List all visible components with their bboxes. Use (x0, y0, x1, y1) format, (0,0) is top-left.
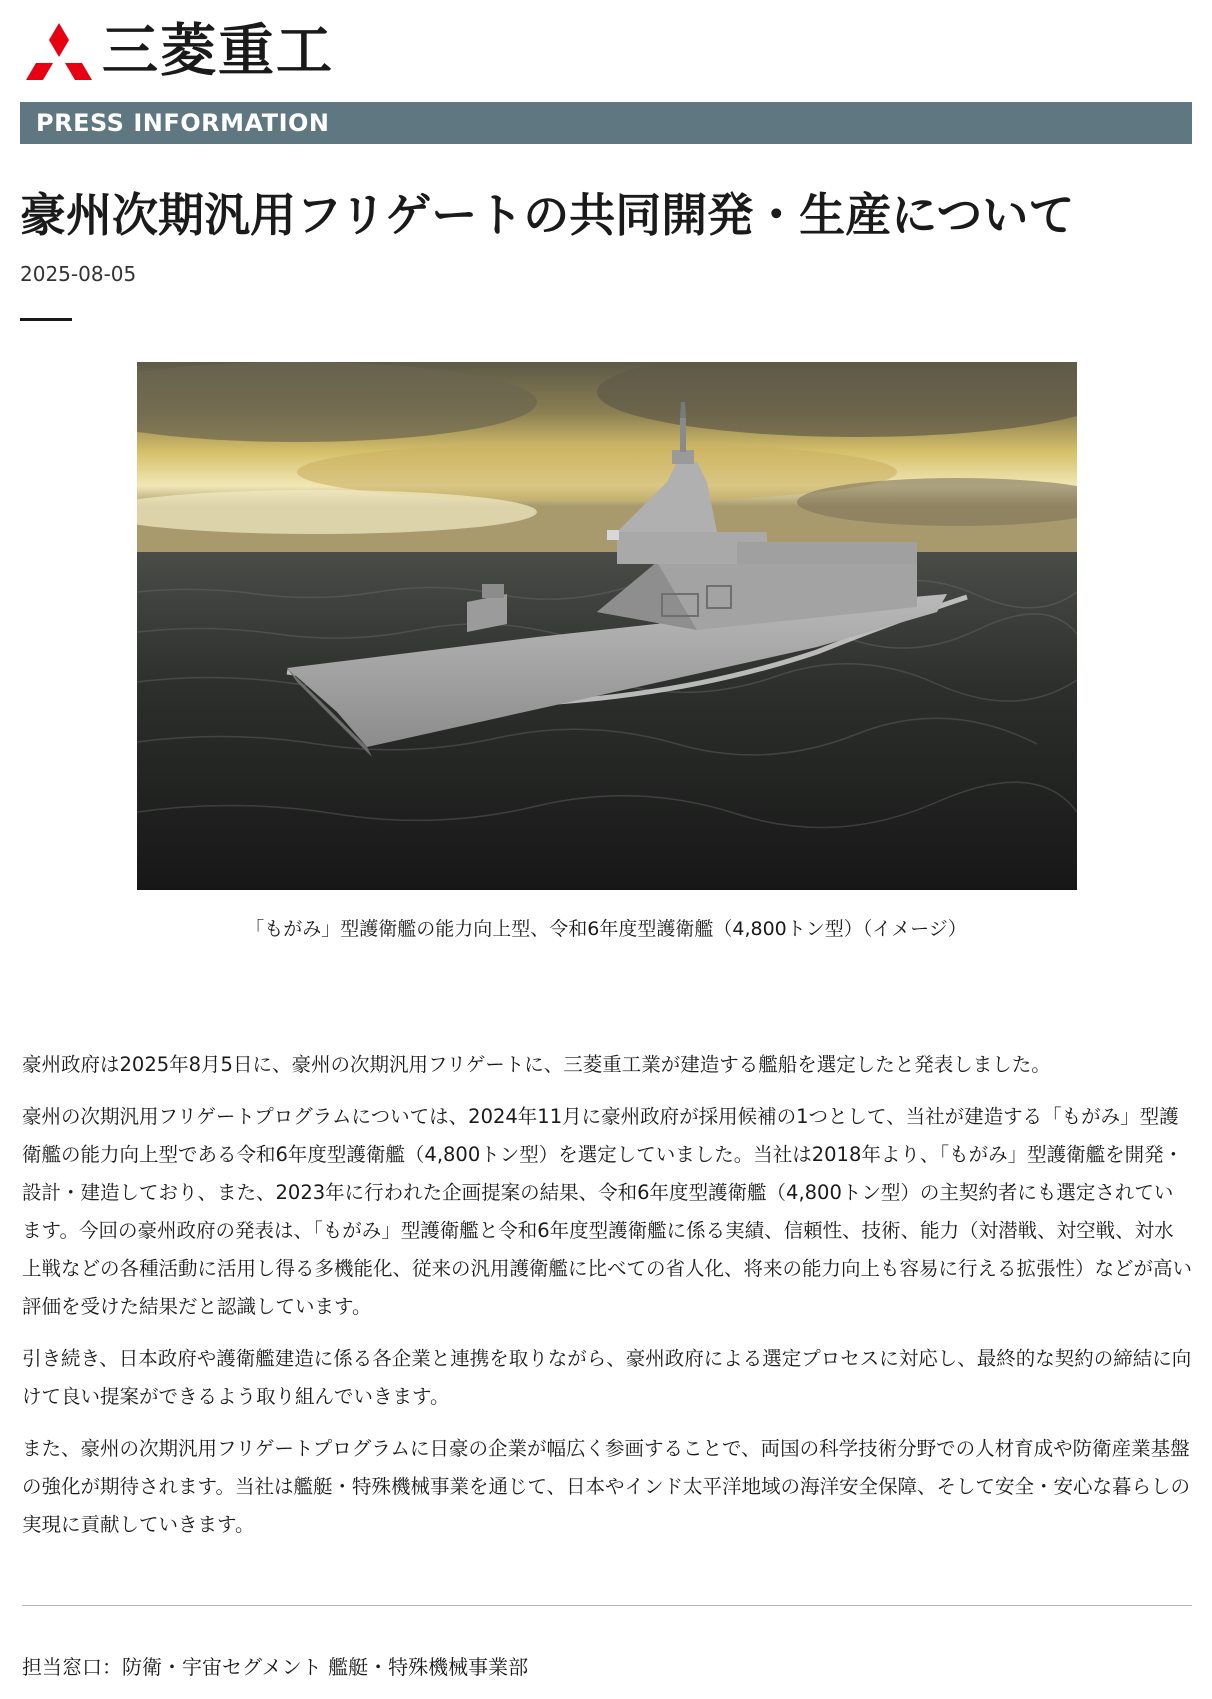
title-divider (20, 318, 72, 321)
press-information-banner: PRESS INFORMATION (20, 102, 1192, 144)
paragraph: 豪州政府は2025年8月5日に、豪州の次期汎用フリゲートに、三菱重工業が建造する艦船を選定したと発表しました。 (22, 1053, 1051, 1076)
article-body (22, 1046, 1192, 1558)
paragraph: 豪州の次期汎用フリゲートプログラムについては、2024年11月に豪州政府が採用候補の1つとして、当社が建造する「もがみ」型護衛艦の能力向上型である令和6年度型護衛艦（4,800トン型）を選定していました。当社は2018年より、「もがみ」型護衛艦を開発・設計・建造しており、また、2023年に行われた企画提案の結果、令和6年度型護衛艦（4,800トン型）の主契約者にも選定されています。今回の豪州政府の発表は、「もがみ」型護衛艦と令和6年度型護衛艦に係る実績、信頼性、技術、能力（対潜戦、対空戦、対水上戦などの各種活動に活用し得る多機能化、従来の汎用護衛艦に比べての省人化、将来の能力向上も容易に行える拡張性）などが高い評価を受けた結果だと認識しています。 (22, 1105, 1193, 1318)
paragraph: 引き続き、日本政府や護衛艦建造に係る各企業と連携を取りながら、豪州政府による選定プロセスに対応し、最終的な契約の締結に向けて良い提案ができるよう取り組んでいきます。 (22, 1347, 1192, 1408)
contact-info: 担当窓口：防衛・宇宙セグメント 艦艇・特殊機械事業部 (22, 1655, 529, 1679)
three-diamonds-icon (26, 23, 92, 81)
image-caption: 「もがみ」型護衛艦の能力向上型、令和6年度型護衛艦（4,800トン型）（イメージ） (245, 918, 967, 940)
footer-divider (22, 1605, 1192, 1606)
logo-text: 三菱重工 (102, 19, 334, 84)
frigate-image (137, 362, 1077, 890)
company-logo[interactable] (26, 20, 334, 84)
publish-date: 2025-08-05 (20, 262, 137, 286)
page-title: 豪州次期汎用フリゲートの共同開発・生産について (20, 188, 1075, 242)
paragraph: また、豪州の次期汎用フリゲートプログラムに日豪の企業が幅広く参画することで、両国の科学技術分野での人材育成や防衛産業基盤の強化が期待されます。当社は艦艇・特殊機械事業を通じて、日本やインド太平洋地域の海洋安全保障、そして安全・安心な暮らしの実現に貢献していきます。 (22, 1437, 1191, 1536)
